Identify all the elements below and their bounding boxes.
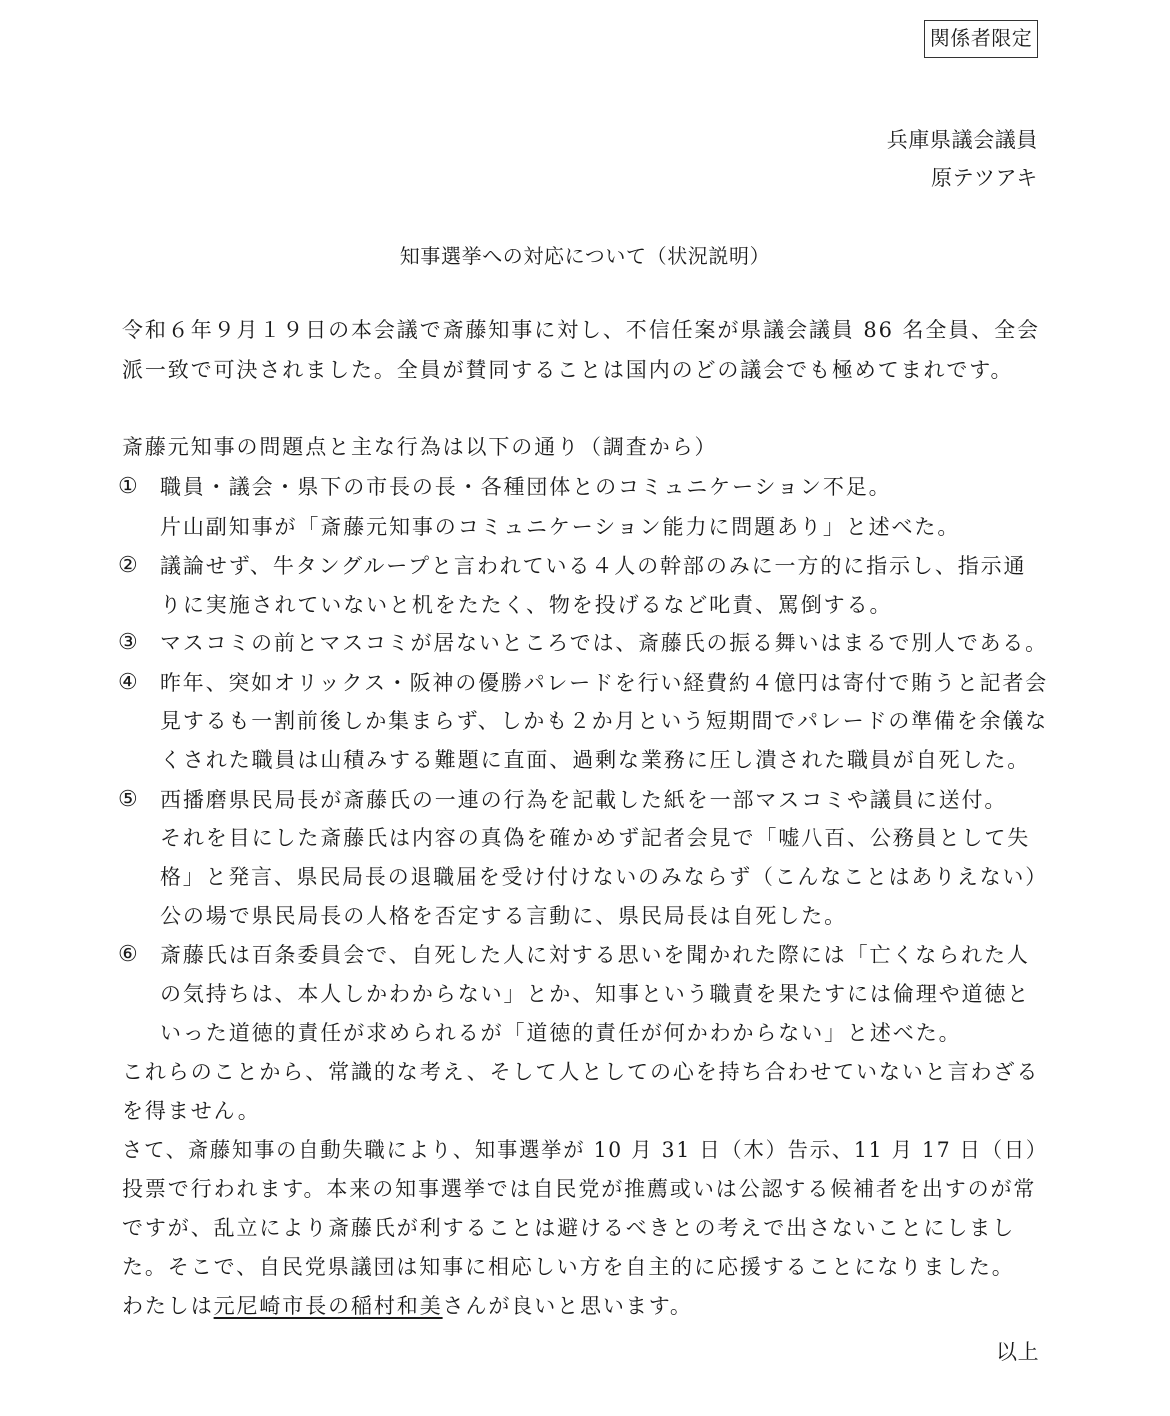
document-title: 知事選挙への対応について（状況説明） (399, 244, 771, 268)
issue-line: それを目にした斎藤氏は内容の真偽を確かめず記者会見で「嘘八百、公務員として失 (160, 826, 1031, 850)
conclusion-line: を得ません。 (122, 1099, 261, 1123)
issue-line: いった道徳的責任が求められるが「道徳的責任が何かわからない」と述べた。 (160, 1021, 962, 1045)
conclusion-line: た。そこで、自民党県議団は知事に相応しい方を自主的に応援することになりました。 (122, 1255, 1015, 1279)
conclusion-line: ですが、乱立により斎藤氏が利することは避けるべきとの考えで出さないことにしまし (122, 1216, 1016, 1240)
conclusion-line: さて、斎藤知事の自動失職により、知事選挙が 10 月 31 日（木）告示、11 月 17 日（日） (122, 1138, 1049, 1162)
issue-line: 昨年、突如オリックス・阪神の優勝パレードを行い経費約４億円は寄付で賄うと記者会 (160, 671, 1049, 695)
issue-line: 西播磨県民局長が斎藤氏の一連の行為を記載した紙を一部マスコミや議員に送付。 (160, 788, 1008, 812)
issue-number: ③ (118, 630, 138, 655)
issue-line: 見するも一割前後しか集まらず、しかも２か月という短期間でパレードの準備を余儀な (160, 709, 1049, 733)
recommendation-prefix: わたしは (122, 1294, 214, 1318)
issue-number: ② (118, 553, 138, 578)
issue-line: くされた職員は山積みする難題に直面、過剰な業務に圧し潰された職員が自死した。 (160, 748, 1031, 772)
intro-line: 派一致で可決されました。全員が賛同することは国内のどの議会でも極めてまれです。 (122, 358, 1014, 382)
conclusion-line: これらのことから、常識的な考え、そして人としての心を持ち合わせていないと言わざる (122, 1060, 1040, 1084)
conclusion-line: 投票で行われます。本来の知事選挙では自民党が推薦或いは公認する候補者を出すのが常 (122, 1177, 1037, 1201)
issue-line: 職員・議会・県下の市長の長・各種団体とのコミュニケーション不足。 (160, 475, 892, 499)
candidate-name: 元尼崎市長の稲村和美 (213, 1294, 443, 1318)
issue-number: ④ (118, 670, 138, 695)
intro-line: 令和６年９月１９日の本会議で斎藤知事に対し、不信任案が県議会議員 86 名全員、全会 (122, 318, 1040, 342)
issue-line: 議論せず、牛タングループと言われている４人の幹部のみに一方的に指示し、指示通 (160, 554, 1027, 578)
confidential-stamp: 関係者限定 (924, 20, 1038, 58)
issue-line: マスコミの前とマスコミが居ないところでは、斎藤氏の振る舞いはまるで別人である。 (160, 631, 1048, 655)
recommendation-suffix: さんが良いと思います。 (442, 1294, 693, 1318)
issue-line: 片山副知事が「斎藤元知事のコミュニケーション能力に問題あり」と述べた。 (160, 515, 961, 539)
issue-line: 公の場で県民局長の人格を否定する言動に、県民局長は自死した。 (160, 904, 847, 928)
recommendation-line (122, 1292, 693, 1320)
issue-line: の気持ちは、本人しかわからない」とか、知事という職責を果たすには倫理や道徳と (160, 982, 1031, 1006)
issue-number: ⑤ (118, 787, 138, 812)
closing-mark: 以上 (996, 1340, 1040, 1364)
issues-heading: 斎藤元知事の問題点と主な行為は以下の通り（調査から） (122, 435, 718, 459)
issue-number: ① (118, 474, 138, 499)
issue-number: ⑥ (118, 942, 138, 967)
issue-line: 斎藤氏は百条委員会で、自死した人に対する思いを聞かれた際には「亡くなられた人 (160, 943, 1030, 967)
issue-line: 格」と発言、県民局長の退職届を受け付けないのみならず（こんなことはありえない） (160, 865, 1049, 889)
issue-line: りに実施されていないと机をたたく、物を投げるなど叱責、罵倒する。 (160, 593, 893, 617)
author-affiliation: 兵庫県議会議員 (886, 128, 1038, 152)
author-name: 原テツアキ (931, 166, 1038, 190)
